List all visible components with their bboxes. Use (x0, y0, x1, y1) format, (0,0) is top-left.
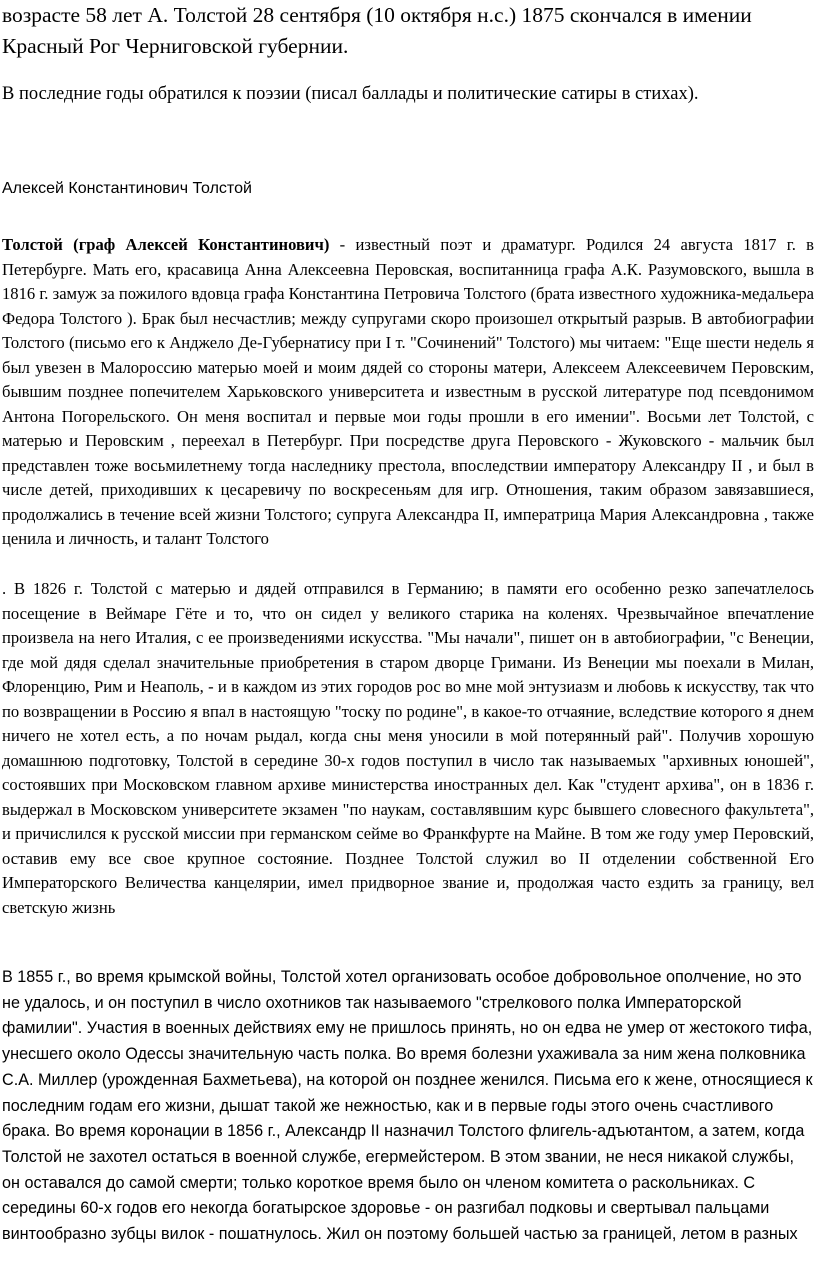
germany-paragraph: . В 1826 г. Толстой с матерью и дядей отправился в Германию; в памяти его особенно резко запечатлелось посещение в Веймаре Гёте и то, что он сидел у великого старика на коленях. Чрезвычайное впечатление произвела на него Италия, с ее произведениями искусства. "Мы начали", пишет он в автобиографии, "с Венеции, где мой дядя сделал значительные приобретения в старом дворце Гримани. Из Венеции мы поехали в Милан, Флоренцию, Рим и Неаполь, - и в каждом из этих городов рос во мне мой энтузиазм и любовь к искусству, так что по возвращении в Россию я впал в настоящую "тоску по родине", в какое-то отчаяние, вследствие которого я днем ничего не хотел есть, а по ночам рыдал, когда сны меня уносили в мой потерянный рай". Получив хорошую домашнюю подготовку, Толстой в середине 30-х годов поступил в число так называемых "архивных юношей", состоявших при Московском главном архиве министерства иностранных дел. Как "студент архива", он в 1836 г. выдержал в Московском университете экзамен "по наукам, составлявшим курс бывшего словесного факультета", и причислился к русской миссии при германском сейме во Франкфурте на Майне. В том же году умер Перовский, оставив ему все свое крупное состояние. Позднее Толстой служил во II отделении собственной Его Императорского Величества канцелярии, имел придворное звание и, продолжая часто ездить за границу, вел светскую жизнь (2, 579, 814, 917)
bio-bold-name: Толстой (граф Алексей Константинович) (2, 235, 330, 254)
intro-paragraph: возрасте 58 лет А. Толстой 28 сентября (10 октября н.с.) 1875 скончался в имении Красный Рог Черниговской губернии. (2, 3, 752, 58)
section-heading: Алексей Константинович Толстой (2, 180, 252, 197)
biography-paragraph (2, 233, 814, 552)
poetry-paragraph: В последние годы обратился к поэзии (писал баллады и политические сатиры в стихах). (2, 84, 699, 104)
bio-paragraph-text: - известный поэт и драматург. Родился 24 августа 1817 г. в Петербурге. Мать его, красавица Анна Алексеевна Перовская, воспитанница графа А.К. Разумовского, вышла в 1816 г. замуж за пожилого вдовца графа Константина Петровича Толстого (брата известного художника-медальера Федора Толстого ). Брак был несчастлив; между супругами скоро произошел открытый разрыв. В автобиографии Толстого (письмо его к Анджело Де-Губернатису при I т. "Сочинений" Толстого) мы читаем: "Еще шести недель я был увезен в Малороссию матерью моей и моим дядей со стороны матери, Алексеем Алексеевичем Перовским, бывшим позднее попечителем Харьковского университета и известным в русской литературе под псевдонимом Антона Погорельского. Он меня воспитал и первые мои годы прошли в его имении". Восьми лет Толстой, с матерью и Перовским , переехал в Петербург. При посредстве друга Перовского - Жуковского - мальчик был представлен тоже восьмилетнему тогда наследнику престола, впоследствии императору Александру II , и был в числе детей, приходивших к цесаревичу по воскресеньям для игр. Отношения, таким образом завязавшиеся, продолжались в течение всей жизни Толстого; супруга Александра II, императрица Мария Александровна , также ценила и личность, и талант Толстого (2, 235, 814, 548)
war-paragraph: В 1855 г., во время крымской войны, Толстой хотел организовать особое добровольное ополчение, но это не удалось, и он поступил в число охотников так называемого "стрелкового полка Императорской фамилии". Участия в военных действиях ему не пришлось принять, но он едва не умер от жестокого тифа, унесшего около Одессы значительную часть полка. Во время болезни ухаживала за ним жена полковника С.А. Миллер (урожденная Бахметьева), на которой он позднее женился. Письма его к жене, относящиеся к последним годам его жизни, дышат такой же нежностью, как и в первые годы этого очень счастливого брака. Во время коронации в 1856 г., Александр II назначил Толстого флигель-адъютантом, а затем, когда Толстой не захотел остаться в военной службе, егермейстером. В этом звании, не неся никакой службы, он оставался до самой смерти; только короткое время было он членом комитета о раскольниках. С середины 60-х годов его некогда богатырское здоровье - он разгибал подковы и свертывал пальцами винтообразно зубцы вилок - пошатнулось. Жил он поэтому большей частью за границей, летом в разных (2, 968, 813, 1244)
